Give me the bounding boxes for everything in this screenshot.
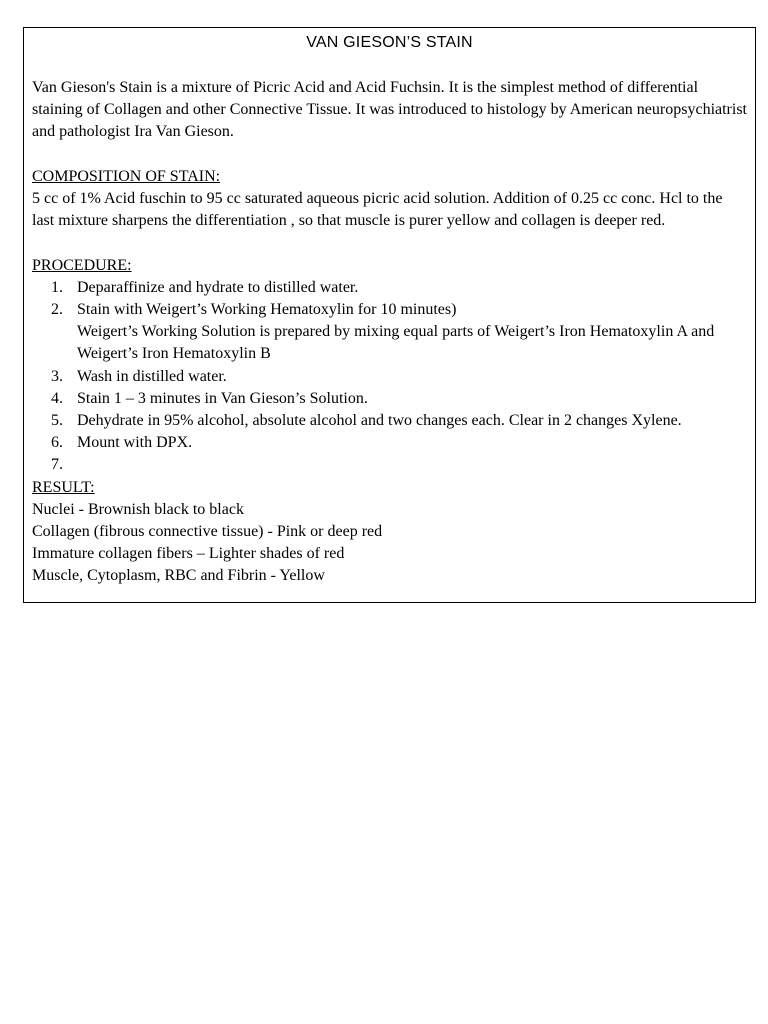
procedure-step-7 — [32, 454, 747, 476]
result-line-immature-collagen: Immature collagen fibers – Lighter shades of red — [32, 545, 345, 563]
step-number: 6. — [51, 434, 63, 452]
procedure-heading: PROCEDURE: — [32, 256, 132, 274]
step-note: Weigert’s Working Solution is prepared by mixing equal parts of Weigert’s Iron Hematoxylin A and Weigert’s Iron Hematoxylin B — [77, 323, 715, 363]
procedure-step-1 — [32, 277, 747, 299]
step-number: 2. — [51, 301, 63, 318]
step-text — [77, 454, 747, 476]
step-text: Stain 1 – 3 minutes in Van Gieson’s Solution. — [77, 389, 368, 407]
step-number: 4. — [51, 389, 63, 407]
step-text: Wash in distilled water. — [77, 367, 227, 385]
step-text: Mount with DPX. — [77, 434, 193, 452]
step-number: 1. — [51, 278, 63, 296]
step-number: 3. — [51, 367, 63, 385]
result-line-nuclei: Nuclei - Brownish black to black — [32, 500, 244, 518]
document-title: VAN GIESON’S STAIN — [306, 34, 473, 51]
procedure-list — [32, 277, 747, 477]
procedure-step-4 — [32, 388, 747, 410]
composition-text: 5 cc of 1% Acid fuschin to 95 cc saturated aqueous picric acid solution. Addition of 0.25 cc conc. Hcl to the last mixture sharpens the differentiation , so that muscle is purer yellow and collagen is deeper red. — [32, 190, 723, 230]
procedure-step-2 — [32, 299, 747, 366]
step-text: Stain with Weigert’s Working Hematoxylin for 10 minutes) — [77, 301, 457, 318]
procedure-step-5 — [32, 410, 747, 432]
result-line-muscle: Muscle, Cytoplasm, RBC and Fibrin - Yellow — [32, 567, 325, 585]
result-heading: RESULT: — [32, 478, 95, 496]
intro-paragraph: Van Gieson's Stain is a mixture of Picric Acid and Acid Fuchsin. It is the simplest method of differential staining of Collagen and other Connective Tissue. It was introduced to histology by American neuropsychiatrist and pathologist Ira Van Gieson. — [32, 79, 747, 141]
procedure-step-6 — [32, 432, 747, 454]
spacer — [32, 232, 747, 254]
result-line-collagen: Collagen (fibrous connective tissue) - Pink or deep red — [32, 523, 383, 541]
composition-heading: COMPOSITION OF STAIN: — [32, 167, 221, 185]
step-number: 7. — [51, 456, 63, 474]
step-number: 5. — [51, 412, 63, 430]
document-box — [23, 27, 756, 603]
spacer — [32, 144, 747, 166]
procedure-step-3 — [32, 366, 747, 388]
step-text: Dehydrate in 95% alcohol, absolute alcohol and two changes each. Clear in 2 changes Xylene. — [77, 412, 682, 430]
step-text: Deparaffinize and hydrate to distilled water. — [77, 278, 359, 296]
step-body — [77, 299, 747, 366]
